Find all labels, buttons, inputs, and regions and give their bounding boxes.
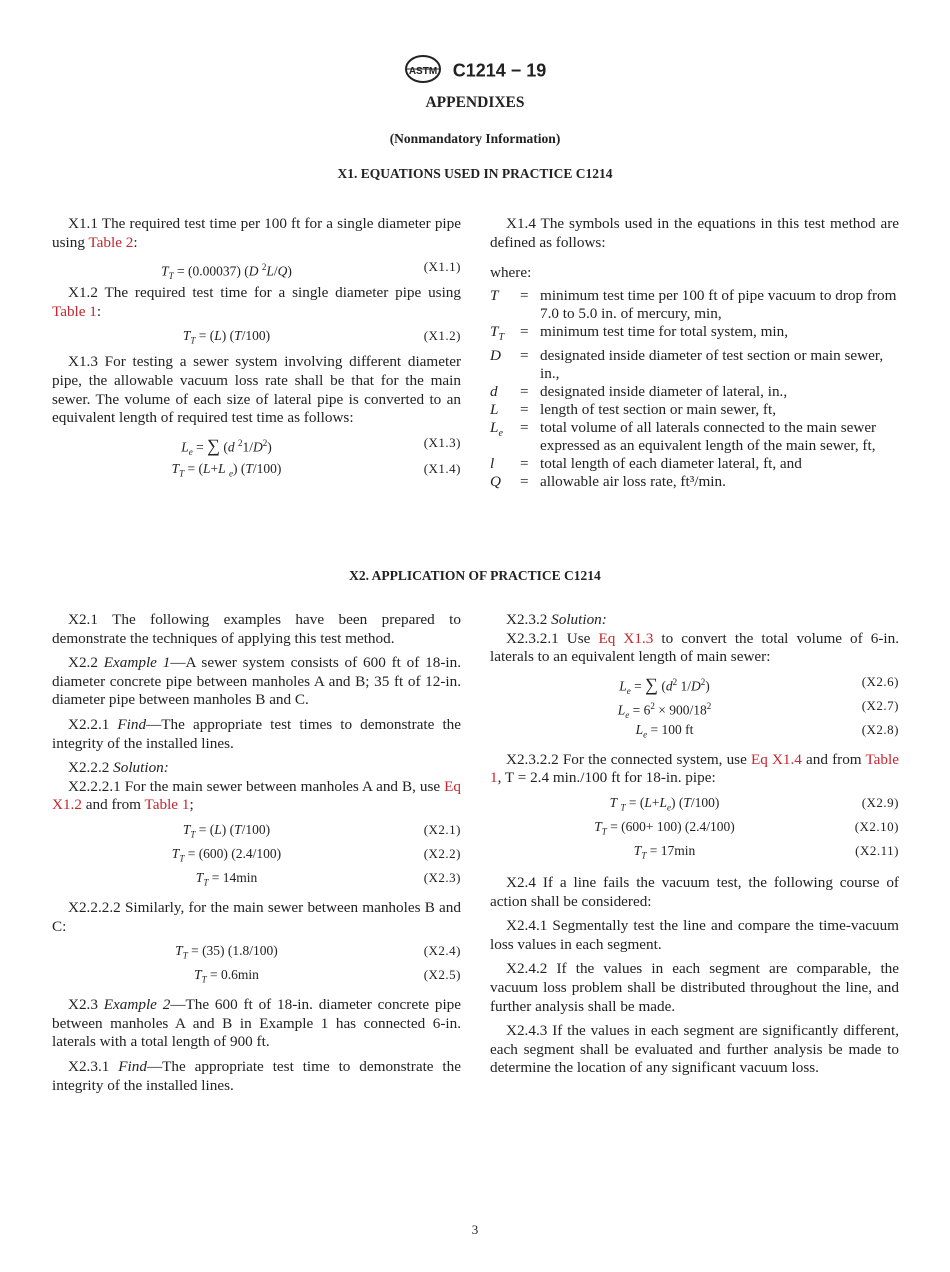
symbol-def-d: designated inside diameter of lateral, in., bbox=[540, 382, 788, 400]
paragraph-x1-4: X1.4 The symbols used in the equations in this test method are defined as follows: bbox=[490, 215, 899, 251]
x1-left-column bbox=[52, 215, 461, 484]
paragraph-x1-3: X1.3 For testing a sewer system involving different diameter pipe, the allowable vacuum loss rate shall be that for the main sewer. The volume of each size of lateral pipe is converted to an equivalent length of required test time as follows: bbox=[52, 353, 461, 427]
paragraph-x2-3: X2.3 Example 2—The 600 ft of 18-in. diameter concrete pipe between manholes A and B in Example 1 has connected 6-in. laterals with a total length of 900 ft. bbox=[52, 996, 462, 1051]
equation-x2-7: $L_e = 6^2 \times 900/18^2$ (X2.7) bbox=[617, 697, 899, 720]
x2-left-column bbox=[52, 611, 461, 1101]
paragraph-x2-2-2-1: X2.2.2.1 For the main sewer between manholes A and B, use Eq X1.2 and from Table 1; bbox=[52, 777, 461, 814]
equation-x1-4: $T_T = (L+L$ $_e$) (T/100) (X1.4) bbox=[171, 460, 461, 479]
paragraph-x2-3-2: X2.3.2 Solution: bbox=[506, 611, 607, 628]
where-label: where: bbox=[490, 264, 532, 282]
link-table-1[interactable]: Table 1 bbox=[52, 302, 97, 320]
equation-x2-3: $T_T = 14\min$ (X2.3) bbox=[195, 869, 461, 888]
equation-x2-9: T $_T = (L+L_e)$ (T/100) (X2.9) bbox=[609, 794, 899, 813]
equation-x1-3: $L_e$ = ∑ (d $^21/D^2$) (X1.3) bbox=[181, 434, 461, 457]
equation-x1-1: $T_T = (0.00037)$ (D $^2$L/Q) (X1.1) bbox=[161, 259, 461, 282]
document-header bbox=[0, 54, 950, 89]
equation-x2-8: $L_e = 100$ ft (X2.8) bbox=[635, 721, 899, 740]
x1-heading: X1. EQUATIONS USED IN PRACTICE C1214 bbox=[337, 166, 613, 181]
symbol-def-TT: minimum test time for total system, min, bbox=[540, 322, 789, 340]
paragraph-x2-3-1: X2.3.1 Find—The appropriate test time to demonstrate the integrity of the installed lines. bbox=[52, 1057, 461, 1094]
document-id: C1214 − 19 bbox=[452, 60, 547, 81]
equation-x2-2: $T_T = (600)$ (2.4/100) (X2.2) bbox=[171, 845, 461, 864]
symbol-def-T: minimum test time per 100 ft of pipe vacuum to drop from 7.0 to 5.0 in. of mercury, min, bbox=[540, 286, 897, 322]
paragraph-x2-1: X2.1 The following examples have been prepared to demonstrate the techniques of applying this test method. bbox=[52, 611, 461, 647]
symbol-def-Le: total volume of all laterals connected to the main sewer expressed as an equivalent length of the main sewer, ft, bbox=[540, 418, 877, 454]
link-eq-x1-3[interactable]: Eq X1.3 bbox=[598, 629, 654, 647]
equation-x2-1: $T_T = (L)$ (T/100) (X2.1) bbox=[182, 821, 461, 840]
paragraph-x1-1: X1.1 The required test time per 100 ft for a single diameter pipe using Table 2: bbox=[52, 215, 461, 251]
equation-x2-6: $L_e$ = ∑ ($d^2$ $1/D^2$) (X2.6) bbox=[619, 673, 899, 696]
symbol-def-l: total length of each diameter lateral, ft, and bbox=[540, 454, 802, 472]
paragraph-x2-4-3: X2.4.3 If the values in each segment are significantly different, each segment shall be evaluated and further analysis be made to determine the location of any significant vacuum loss. bbox=[490, 1022, 899, 1077]
equation-x2-10: $T_T = (600+ 100)$ (2.4/100) (X2.10) bbox=[594, 818, 899, 837]
link-eq-x1-4[interactable]: Eq X1.4 bbox=[750, 750, 802, 768]
nonmandatory-label: (Nonmandatory Information) bbox=[389, 131, 561, 146]
paragraph-x2-2-2: X2.2.2 Solution: bbox=[68, 759, 169, 777]
paragraph-x2-4-1: X2.4.1 Segmentally test the line and compare the time-vacuum loss values in each segment. bbox=[490, 917, 899, 953]
svg-text:ASTM: ASTM bbox=[408, 66, 437, 77]
x2-heading: X2. APPLICATION OF PRACTICE C1214 bbox=[349, 568, 601, 583]
paragraph-x2-2-2-2: X2.2.2.2 Similarly, for the main sewer between manholes B and C: bbox=[52, 898, 461, 935]
equation-x2-4: $T_T = (35)$ (1.8/100) (X2.4) bbox=[175, 943, 461, 961]
link-table-1[interactable]: Table 1 bbox=[144, 796, 190, 814]
equation-x2-5: $T_T = 0.6\min$ (X2.5) bbox=[194, 967, 461, 985]
symbols-list: T = minimum test time per 100 ft of pipe vacuum to drop from 7.0 to 5.0 in. of mercury, min, $T_T$ = minimum test time for total system, min, D = designated inside diameter of test section or main sewer, in., d = designated inside diameter of lateral, in., L = length of test section or main sewer, ft, $L_e$ = total volume of all laterals connected to the main sewer expressed as an equivalent length of the main sewer, ft, l = total length of each diameter lateral, ft, and Q = allowable air loss rate, ft³/min. bbox=[490, 287, 899, 491]
paragraph-x2-2: X2.2 Example 1—A sewer system consists of 600 ft of 18-in. diameter concrete pipe between manholes A and B; 35 ft of 12-in. diameter pipe between manholes B and C. bbox=[52, 654, 462, 709]
paragraph-x2-3-2-1: X2.3.2.1 Use Eq X1.3 to convert the total volume of 6-in. laterals to an equivalent length of main sewer: bbox=[490, 629, 900, 666]
symbol-def-L: length of test section or main sewer, ft, bbox=[540, 400, 776, 418]
astm-logo-icon bbox=[404, 54, 442, 89]
link-table-2[interactable]: Table 2 bbox=[88, 233, 134, 251]
equation-x2-11: $T_T = 17\min$ (X2.11) bbox=[633, 842, 899, 861]
paragraph-x2-4: X2.4 If a line fails the vacuum test, the following course of action shall be considered: bbox=[490, 873, 899, 910]
paragraph-x1-2: X1.2 The required test time for a single diameter pipe using Table 1: bbox=[52, 284, 461, 320]
equation-x1-2: $T_T = (L)$ (T/100) (X1.2) bbox=[182, 328, 461, 347]
symbol-def-D: designated inside diameter of test section or main sewer, in., bbox=[540, 346, 884, 382]
appendixes-title: APPENDIXES bbox=[425, 94, 525, 111]
symbol-def-Q: allowable air loss rate, ft³/min. bbox=[540, 472, 726, 490]
paragraph-x2-3-2-2: X2.3.2.2 For the connected system, use Eq X1.4 and from Table 1, T = 2.4 min./100 ft for 18-in. pipe: bbox=[490, 750, 899, 787]
paragraph-x2-4-2: X2.4.2 If the values in each segment are comparable, the vacuum loss problem shall be distributed throughout the line, and further analysis shall be made. bbox=[490, 960, 899, 1015]
link-table-1[interactable]: Table 1 bbox=[490, 750, 899, 787]
page-number: 3 bbox=[471, 1222, 479, 1237]
paragraph-x2-2-1: X2.2.1 Find—The appropriate test times to demonstrate the integrity of the installed lines. bbox=[52, 715, 461, 752]
x1-right-column bbox=[490, 215, 899, 491]
link-eq-x1-2[interactable]: Eq X1.2 bbox=[52, 777, 461, 814]
x2-right-column bbox=[490, 611, 899, 1084]
